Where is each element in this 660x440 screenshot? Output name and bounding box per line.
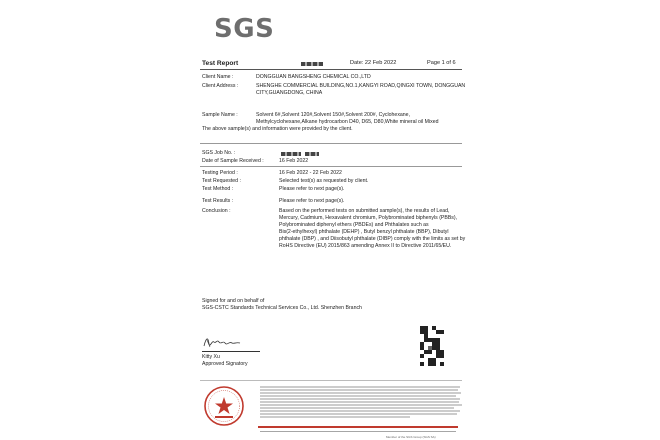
test-method-value: Please refer to next page(s).	[279, 186, 345, 192]
conclusion-line: Bis(2-ethylhexyl) phthalate (DEHP) , Butyl benzyl phthalate (BBP), Dibutyl	[279, 229, 449, 235]
report-date: Date: 22 Feb 2022	[350, 60, 397, 66]
sgs-logo: SGS	[214, 14, 275, 44]
terms-fine-print	[260, 385, 465, 425]
job-no-label: SGS Job No. :	[202, 150, 236, 156]
test-method-label: Test Method :	[202, 186, 234, 192]
client-address-line-1: SHENGHE COMMERCIAL BUILDING,NO.1,KANGYI ROAD,QINGXI TOWN, DONGGUAN	[256, 83, 466, 89]
conclusion-line: phthalate (DBP) , and Diisobutyl phthalate (DIBP) comply with the limits as set by	[279, 236, 466, 242]
signer-name: Kitty Xu	[202, 354, 220, 360]
signature-line	[202, 351, 260, 352]
section-divider	[200, 143, 462, 144]
conclusion-label: Conclusion :	[202, 208, 231, 214]
date-received-label: Date of Sample Received :	[202, 158, 264, 164]
redacted-job-number-a	[281, 152, 301, 156]
sample-name-line-1: Solvent 6#,Solvent 120#,Solvent 150#,Solvent 200#, Cyclohexane,	[256, 112, 411, 118]
test-results-value: Please refer to next page(s).	[279, 198, 345, 204]
redacted-report-number	[301, 62, 323, 66]
header-divider	[200, 69, 462, 70]
signing-organization: SGS-CSTC Standards Technical Services Co., Ltd. Shenzhen Branch	[202, 305, 362, 311]
details-divider	[200, 166, 462, 167]
testing-period-label: Testing Period :	[202, 170, 238, 176]
signed-on-behalf-line: Signed for and on behalf of	[202, 298, 265, 304]
date-received-value: 16 Feb 2022	[279, 158, 309, 164]
footer-address-strip	[258, 426, 458, 428]
conclusion-line: Based on the performed tests on submitted sample(s), the results of Lead,	[279, 208, 450, 214]
footer-address-line	[260, 430, 460, 433]
client-name-label: Client Name :	[202, 74, 234, 80]
client-address-label: Client Address :	[202, 83, 239, 89]
official-seal-icon	[203, 385, 245, 427]
qr-code-icon	[420, 326, 444, 366]
sample-name-label: Sample Name :	[202, 112, 238, 118]
footer-divider	[200, 380, 462, 381]
conclusion-line: RoHS Directive (EU) 2015/863 amending Annex II to Directive 2011/65/EU.	[279, 243, 452, 249]
client-address-line-2: CITY,GUANGDONG, CHINA	[256, 90, 323, 96]
conclusion-line: Polybrominated diphenyl ethers (PBDEs) and Phthalates such as	[279, 222, 429, 228]
page-number: Page 1 of 6	[427, 60, 456, 66]
client-name-value: DONGGUAN BANGSHENG CHEMICAL CO.,LTD	[256, 74, 371, 80]
sample-note: The above sample(s) and information were provided by the client.	[202, 126, 353, 132]
testing-period-value: 16 Feb 2022 - 22 Feb 2022	[279, 170, 342, 176]
member-of-sgs-group: Member of the SGS Group (SGS SA)	[386, 435, 436, 439]
redacted-job-number-b	[305, 152, 319, 156]
sample-name-line-2: Methylcyclohexane,Alkane hydrocarbon D40, D65, D80,White mineral oil Mixed	[256, 119, 439, 125]
signer-title: Approved Signatory	[202, 361, 248, 367]
test-results-label: Test Results :	[202, 198, 234, 204]
test-requested-label: Test Requested :	[202, 178, 241, 184]
test-requested-value: Selected test(s) as requested by client.	[279, 178, 369, 184]
report-title: Test Report	[202, 60, 239, 67]
conclusion-line: Mercury, Cadmium, Hexavalent chromium, Polybrominated biphenyls (PBBs),	[279, 215, 458, 221]
handwritten-signature	[200, 330, 244, 352]
